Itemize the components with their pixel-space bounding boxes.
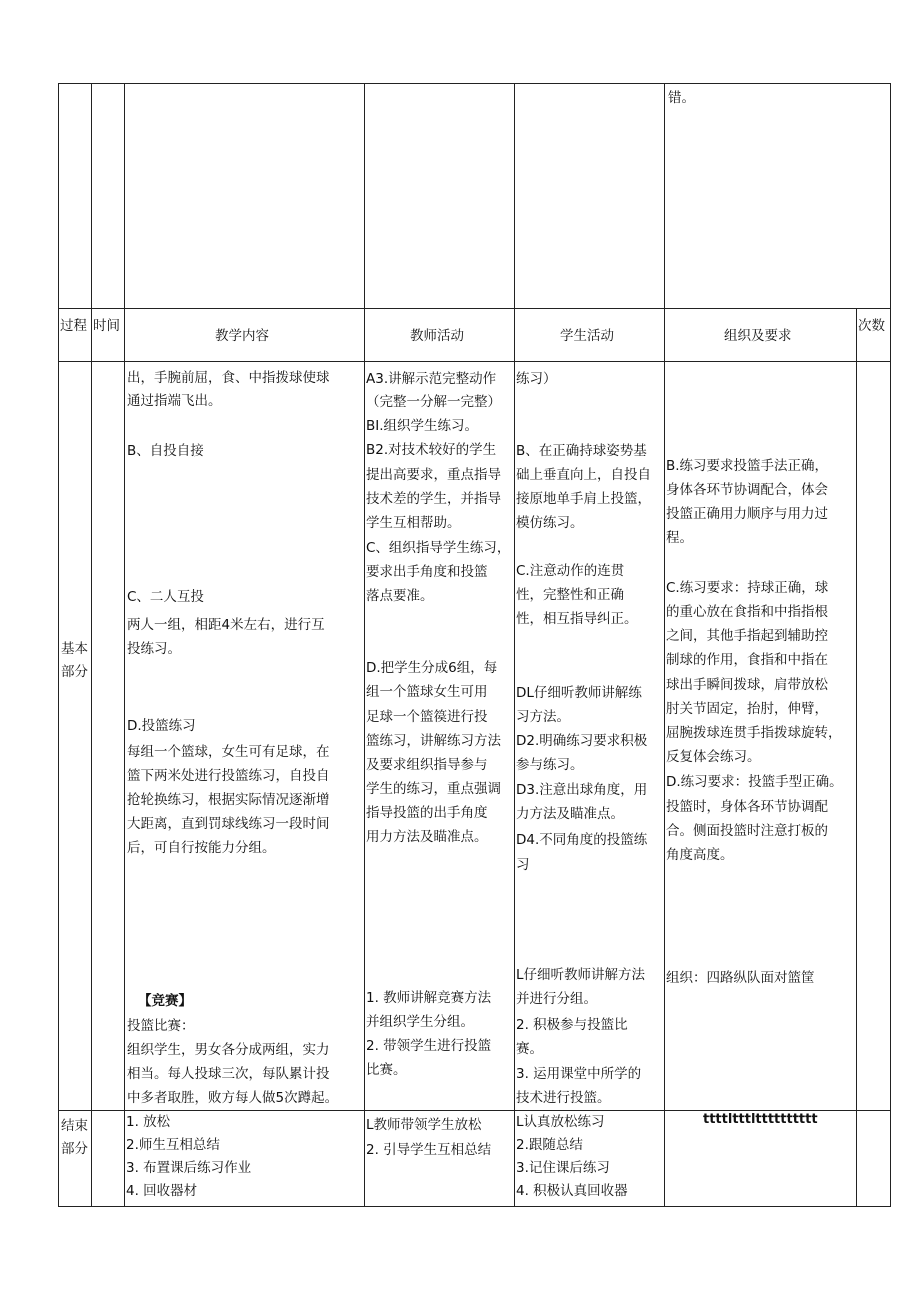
table-border-top <box>58 83 891 84</box>
org-line: 屈腕拨球连贯手指拨球旋转， <box>666 725 842 741</box>
student-line: 赛。 <box>516 1041 543 1057</box>
student-line: 习 <box>516 857 530 873</box>
ending-section-label-2: 部分 <box>61 1141 88 1157</box>
col-line-org <box>664 83 665 1207</box>
teacher-line: 学生的练习，重点强调 <box>366 781 501 797</box>
teacher-line: 落点要准。 <box>366 588 434 604</box>
org-line: 的重心放在食指和中指指根 <box>666 604 828 620</box>
ending-content-item: 4. 回收器材 <box>126 1183 198 1199</box>
col-line-right <box>890 83 891 1207</box>
header-time: 时间 <box>93 318 120 334</box>
ending-student-item: 3.记住课后练习 <box>516 1160 610 1176</box>
org-line: 投篮正确用力顺序与用力过 <box>666 506 828 522</box>
student-line: L仔细听教师讲解方法 <box>516 967 646 983</box>
org-line: 制球的作用，食指和中指在 <box>666 652 828 668</box>
ending-section-label-1: 结束 <box>61 1118 88 1134</box>
teacher-line: 篮练习，讲解练习方法 <box>366 733 501 749</box>
ending-content-item: 3. 布置课后练习作业 <box>126 1160 252 1176</box>
header-count: 次数 <box>858 318 885 334</box>
student-line: 练习） <box>516 371 557 387</box>
content-line: 投篮比赛： <box>127 1018 195 1034</box>
teacher-line: C、组织指导学生练习， <box>366 540 511 556</box>
content-c-title: C、二人互投 <box>127 589 204 605</box>
content-line: 组织学生，男女各分成两组，实力 <box>127 1042 330 1058</box>
content-b-title: B、自投自接 <box>127 443 204 459</box>
ending-student-item: 2.跟随总结 <box>516 1137 583 1153</box>
org-line: 反复体会练习。 <box>666 749 761 765</box>
org-line: 程。 <box>666 530 693 546</box>
table-border-bottom <box>58 1206 891 1207</box>
student-line: D2.明确练习要求积极 <box>516 733 648 749</box>
org-line: 合。侧面投篮时注意打板的 <box>666 823 828 839</box>
col-line-teacher <box>364 83 365 1207</box>
ending-teacher-item: L教师带领学生放松 <box>366 1117 482 1133</box>
content-d-title: D.投篮练习 <box>127 718 196 734</box>
org-line: 肘关节固定，抬肘，伸臂， <box>666 701 828 717</box>
header-teacher: 教师活动 <box>410 328 464 344</box>
student-line: DL仔细听教师讲解练 <box>516 685 642 701</box>
content-line: 相当。每人投球三次，每队累计投 <box>127 1066 330 1082</box>
student-line: 接原地单手肩上投篮， <box>516 491 651 507</box>
teacher-line: BI.组织学生练习。 <box>366 418 479 434</box>
teacher-line: B2.对技术较好的学生 <box>366 442 497 458</box>
teacher-line: 提出高要求，重点指导 <box>366 467 501 483</box>
teacher-line: 学生互相帮助。 <box>366 515 461 531</box>
student-line: 础上垂直向上，自投自 <box>516 467 651 483</box>
org-line: 球出手瞬间拨球，肩带放松 <box>666 677 828 693</box>
student-line: 习方法。 <box>516 709 570 725</box>
content-line: 每组一个篮球，女生可有足球，在 <box>127 744 330 760</box>
ending-org-text: ttttltttltttttttttt <box>703 1112 818 1127</box>
org-line: 身体各环节协调配合，体会 <box>666 482 828 498</box>
teacher-line: A3.讲解示范完整动作 <box>366 371 497 387</box>
org-line: C.练习要求：持球正确，球 <box>666 580 829 596</box>
teacher-line: 用力方法及瞄准点。 <box>366 829 488 845</box>
student-line: 力方法及瞄准点。 <box>516 806 624 822</box>
top-row-org-text: 错。 <box>668 90 695 106</box>
header-content: 教学内容 <box>215 328 269 344</box>
content-line: 抢轮换练习，根据实际情况逐渐增 <box>127 792 330 808</box>
org-line: 角度高度。 <box>666 847 734 863</box>
teacher-line: 足球一个篮篌进行投 <box>366 709 488 725</box>
content-line: 篮下两米处进行投篮练习，自投自 <box>127 768 330 784</box>
teacher-line: 并组织学生分组。 <box>366 1014 474 1030</box>
student-line: D3.注意出球角度，用 <box>516 782 648 798</box>
content-competition-title: 【竞赛】 <box>138 993 192 1009</box>
org-line: B.练习要求投篮手法正确， <box>666 458 829 474</box>
org-line: 之间，其他手指起到辅助控 <box>666 628 828 644</box>
ending-content-item: 2.师生互相总结 <box>126 1137 220 1153</box>
teacher-line: 2. 带领学生进行投篮 <box>366 1038 492 1054</box>
teacher-line: 技术差的学生，并指导 <box>366 491 501 507</box>
teacher-line: 1. 教师讲解竞赛方法 <box>366 990 492 1006</box>
col-line-content <box>124 83 125 1207</box>
student-line: 模仿练习。 <box>516 515 584 531</box>
header-row-bottom <box>58 361 891 362</box>
student-line: 性，相互指导纠正。 <box>516 611 638 627</box>
student-line: 参与练习。 <box>516 757 584 773</box>
student-line: 3. 运用课堂中所学的 <box>516 1066 642 1082</box>
student-line: D4.不同角度的投篮练 <box>516 832 648 848</box>
content-line: 大距离，直到罚球线练习一段时间 <box>127 816 330 832</box>
student-line: 2. 积极参与投篮比 <box>516 1017 628 1033</box>
org-line: 组织：四路纵队面对篮筐 <box>666 970 815 986</box>
col-line-time <box>91 83 92 1207</box>
col-line-left <box>58 83 59 1207</box>
content-line: 通过指端飞出。 <box>127 393 222 409</box>
teacher-line: 比赛。 <box>366 1062 407 1078</box>
header-row-top <box>58 308 891 309</box>
ending-content-item: 1. 放松 <box>126 1114 171 1130</box>
ending-teacher-item: 2. 引导学生互相总结 <box>366 1142 492 1158</box>
teacher-line: 组一个篮球女生可用 <box>366 684 488 700</box>
header-student: 学生活动 <box>560 328 614 344</box>
content-line: 投练习。 <box>127 641 181 657</box>
header-org: 组织及要求 <box>724 328 792 344</box>
ending-student-item: 4. 积极认真回收器 <box>516 1183 628 1199</box>
content-line: 两人一组，相距4米左右，进行互 <box>127 617 325 633</box>
content-line: 出，手腕前屈，食、中指拨球使球 <box>127 370 330 386</box>
org-line: D.练习要求：投篮手型正确。 <box>666 774 843 790</box>
teacher-line: D.把学生分成6组，每 <box>366 660 498 676</box>
teacher-line: （完整一分解一完整） <box>366 394 501 410</box>
basic-section-label-1: 基本 <box>61 641 88 657</box>
basic-section-label-2: 部分 <box>61 664 88 680</box>
student-line: 技术进行投篮。 <box>516 1090 611 1106</box>
student-line: C.注意动作的连贯 <box>516 563 625 579</box>
content-line: 后，可自行按能力分组。 <box>127 840 276 856</box>
ending-student-item: L认真放松练习 <box>516 1114 605 1130</box>
col-line-student <box>514 83 515 1207</box>
student-line: 并进行分组。 <box>516 991 597 1007</box>
student-line: 性，完整性和正确 <box>516 587 624 603</box>
header-process: 过程 <box>60 318 87 334</box>
teacher-line: 要求出手角度和投篮 <box>366 564 488 580</box>
content-line: 中多者取胜，败方每人做5次蹲起。 <box>127 1090 339 1106</box>
student-line: B、在正确持球姿势基 <box>516 443 647 459</box>
org-line: 投篮时，身体各环节协调配 <box>666 799 828 815</box>
teacher-line: 及要求组织指导参与 <box>366 757 488 773</box>
teacher-line: 指导投篮的出手角度 <box>366 805 488 821</box>
col-line-count <box>856 308 857 1207</box>
